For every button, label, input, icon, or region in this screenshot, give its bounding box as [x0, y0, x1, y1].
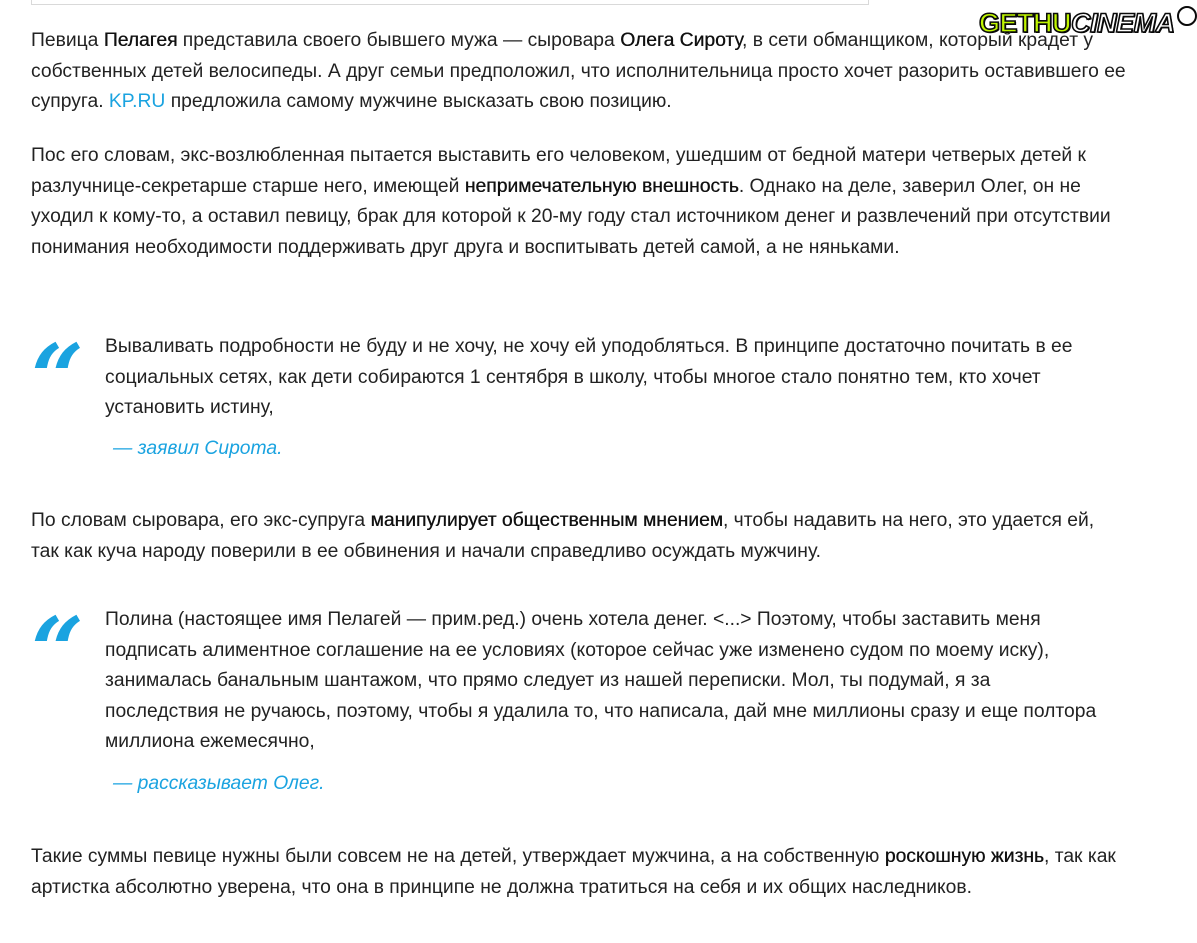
watermark-left-text: GETHU [979, 8, 1071, 38]
paragraph-2: Пос его словам, экс-возлюбленная пытается выставить его человеком, ушедшим от бедной матери четверых детей к разлучнице-секретарше старше него, имеющей непримечательную внешность. Однако на деле, заверил Олег, он не уходил к кому-то, а оставил певицу, брак для которой к 20-му году стал источником денег и развлечений при отсутствии понимания необходимости поддерживать друг друга и воспитывать детей самой, а не няньками. [31, 145, 1111, 258]
quote-mark-icon: “ [31, 324, 84, 432]
quote-2-author: — рассказывает Олег. [113, 773, 325, 794]
link-public-opinion[interactable]: манипулирует общественным мнением [370, 510, 723, 531]
quote-1-author: — заявил Сирота. [113, 438, 283, 459]
previous-card-edge [31, 0, 869, 5]
link-luxury-life[interactable]: роскошную жизнь [884, 846, 1044, 867]
film-reel-icon [1177, 6, 1197, 26]
quote-1-text: Вываливать подробности не буду и не хочу, не хочу ей уподобляться. В принципе достаточно почитать в ее социальных сетях, как дети собираются 1 сентября в школу, чтобы многое стало понятно тем, кто хочет установить истину, [105, 336, 1073, 418]
paragraph-4: Такие суммы певице нужны были совсем не на детей, утверждает мужчина, а на собственную роскошную жизнь, так как артистка абсолютно уверена, что она в принципе не должна тратиться на себя и их общих наследников. [31, 846, 1116, 898]
link-pelageya[interactable]: Пелагея [103, 30, 178, 51]
quote-mark-icon: “ [31, 597, 84, 705]
link-kp-ru[interactable]: KP.RU [108, 91, 166, 112]
quote-2-text: Полина (настоящее имя Пелагей — прим.ред.) очень хотела денег. <...> Поэтому, чтобы заставить меня подписать алиментное соглашение на ее условиях (которое сейчас уже изменено судом по моему иску), занималась банальным шантажом, что прямо следует из нашей переписки. Мол, ты подумай, я за последствия не ручаюсь, поэтому, чтобы я удалила то, что написала, дай мне миллионы сразу и еще полтора миллиона ежемесячно, [105, 609, 1097, 752]
paragraph-3: По словам сыровара, его экс-супруга манипулирует общественным мнением, чтобы надавить на него, это удается ей, так как куча народу поверили в ее обвинения и начали справедливо осуждать мужчину. [31, 510, 1095, 562]
link-appearance[interactable]: непримечательную внешность [464, 175, 739, 197]
watermark-right-text: CINEMA [1071, 8, 1175, 38]
link-oleg-sirota[interactable]: Олега Сироту [620, 30, 743, 51]
paragraph-1: Певица Пелагея представила своего бывшего мужа — сыровара Олега Сироту, в сети обманщиком, который крадет у собственных детей велосипеды. А друг семьи предположил, что исполнительница просто хочет разорить оставившего ее супруга. KP.RU предложила самому мужчине высказать свою позицию. [31, 30, 1126, 112]
